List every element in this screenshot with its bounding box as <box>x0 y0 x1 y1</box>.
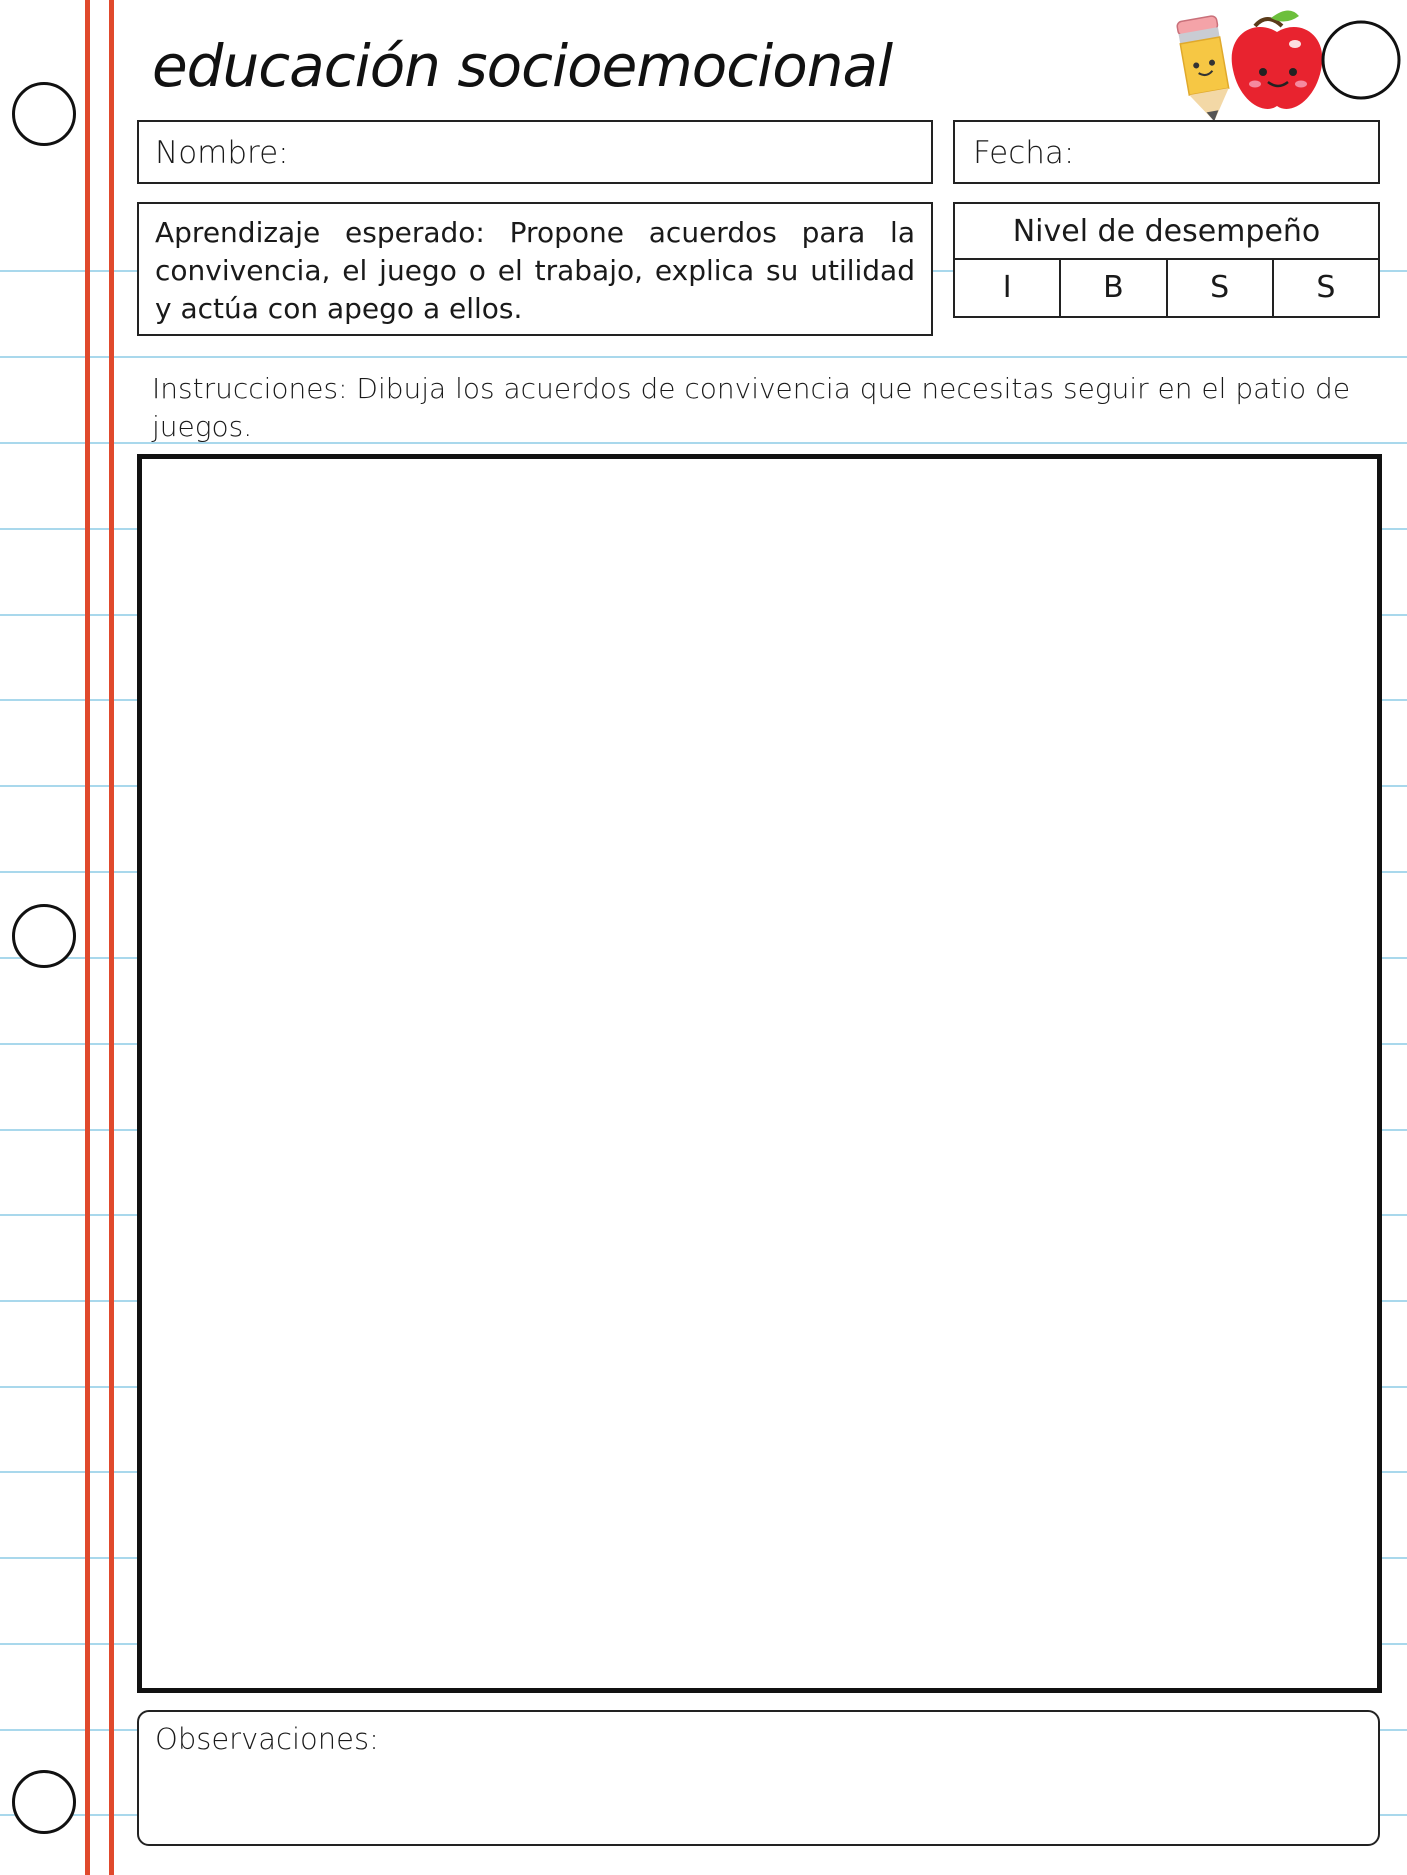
performance-level-cell[interactable]: B <box>1061 260 1167 316</box>
instructions-text: Instrucciones: Dibuja los acuerdos de convivencia que necesitas seguir en el patio de juegos. <box>152 372 1351 443</box>
name-field[interactable] <box>137 120 933 184</box>
date-field[interactable] <box>953 120 1380 184</box>
apple-icon <box>1232 10 1323 109</box>
binder-hole <box>12 904 76 968</box>
performance-level-table <box>953 202 1380 318</box>
page-title: educación socioemocional <box>152 32 893 100</box>
date-label: Fecha: <box>973 135 1075 171</box>
drawing-area[interactable] <box>137 454 1382 1693</box>
observations-box[interactable] <box>137 1710 1380 1846</box>
learning-box <box>137 202 933 336</box>
ruled-line <box>0 356 1407 358</box>
name-label: Nombre: <box>155 135 289 171</box>
performance-level-cell[interactable]: I <box>955 260 1061 316</box>
decoration <box>1155 4 1405 124</box>
binder-hole <box>12 1770 76 1834</box>
observations-label: Observaciones: <box>155 1722 379 1756</box>
performance-level-cell[interactable]: S <box>1316 270 1336 305</box>
learning-text: Aprendizaje esperado: Propone acuerdos para la convivencia, el juego o el trabajo, explica su utilidad y actúa con apego a ellos. <box>155 216 915 325</box>
margin-line <box>85 0 90 1875</box>
margin-line <box>109 0 114 1875</box>
binder-hole <box>12 82 76 146</box>
pencil-icon <box>1176 15 1233 124</box>
performance-title: Nivel de desempeño <box>955 204 1378 260</box>
circle-icon <box>1323 22 1399 98</box>
performance-level-cell[interactable]: S <box>1168 260 1274 316</box>
